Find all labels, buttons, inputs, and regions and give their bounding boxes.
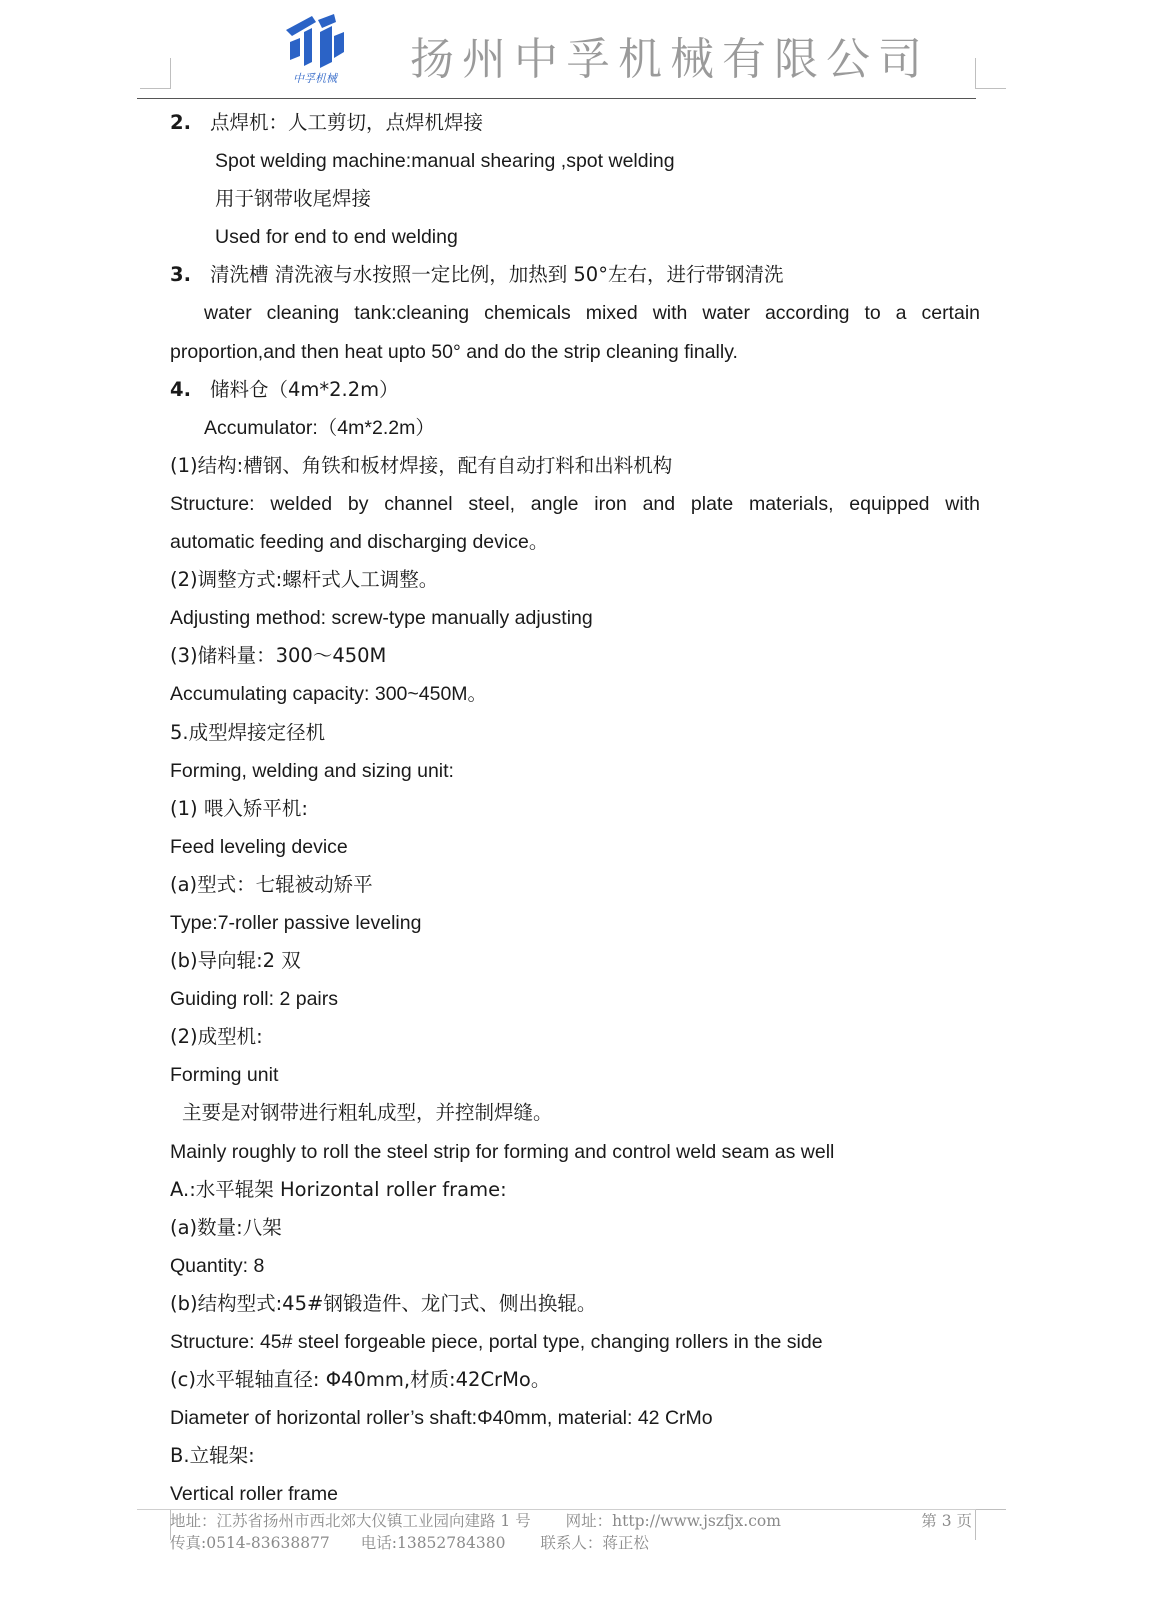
list-item: Type:7-roller passive leveling: [170, 911, 422, 934]
footer-fax: 传真:0514-83638877: [170, 1534, 330, 1552]
list-item: Forming, welding and sizing unit:: [170, 759, 454, 782]
list-item: Adjusting method: screw-type manually adjusting: [170, 607, 593, 630]
list-item: Mainly roughly to roll the steel strip for forming and control weld seam as well: [170, 1140, 835, 1163]
list-item: 3. 清洗槽 清洗液与水按照一定比例，加热到 50°左右，进行带钢清洗: [170, 263, 784, 287]
list-item: (a)数量:八架: [170, 1215, 282, 1239]
company-name: 扬州中孚机械有限公司: [410, 34, 930, 85]
logo-caption: 中孚机械: [293, 72, 337, 85]
section-heading: (2)成型机:: [170, 1025, 263, 1049]
list-item: Accumulator:（4m*2.2m）: [204, 416, 435, 439]
list-item: Diameter of horizontal roller’s shaft:Φ40mm, material: 42 CrMo: [170, 1407, 713, 1430]
list-item: (3)储料量：300～450M: [170, 644, 387, 668]
footer-address: 地址：江苏省扬州市西北郊大仪镇工业园向建路 1 号: [170, 1512, 531, 1530]
document-body: [170, 104, 980, 1513]
list-item: (b)导向辊:2 双: [170, 949, 301, 973]
list-item: Spot welding machine:manual shearing ,spot welding: [215, 150, 675, 173]
list-item: Structure: welded by channel steel, angle iron and plate materials, equipped with: [170, 492, 980, 515]
list-item: automatic feeding and discharging device。: [170, 531, 549, 554]
section-heading: B.立辊架:: [170, 1444, 255, 1468]
footer-phone: 电话:13852784380: [360, 1534, 506, 1552]
list-item: Structure: 45# steel forgeable piece, portal type, changing rollers in the side: [170, 1331, 823, 1353]
list-item: (c)水平辊轴直径: Φ40mm,材质:42CrMo。: [170, 1368, 551, 1392]
list-item: 2. 点焊机：人工剪切，点焊机焊接: [170, 111, 484, 134]
list-item: Vertical roller frame: [170, 1483, 338, 1506]
list-item: Feed leveling device: [170, 835, 348, 858]
list-item: 主要是对钢带进行粗轧成型，并控制焊缝。: [182, 1101, 553, 1125]
list-item: Forming unit: [170, 1064, 279, 1087]
list-item: (1)结构:槽钢、角铁和板材焊接，配有自动打料和出料机构: [170, 453, 673, 477]
list-item: 4. 储料仓（4m*2.2m）: [170, 377, 399, 401]
page-footer: [170, 1510, 980, 1554]
list-item: Used for end to end welding: [215, 226, 458, 249]
section-heading: A.:水平辊架 Horizontal roller frame:: [170, 1177, 507, 1201]
list-item: (b)结构型式:45#钢锻造件、龙门式、侧出换辊。: [170, 1291, 597, 1315]
section-heading: 5.成型焊接定径机: [170, 720, 326, 744]
header-rule: [137, 98, 976, 99]
crop-mark-bottom-left: [140, 1509, 171, 1540]
section-heading: (1) 喂入矫平机:: [170, 796, 308, 820]
list-item: proportion,and then heat upto 50° and do the strip cleaning finally.: [170, 340, 738, 363]
list-item: Guiding roll: 2 pairs: [170, 988, 338, 1011]
list-item: (a)型式：七辊被动矫平: [170, 872, 373, 896]
list-item: 用于钢带收尾焊接: [215, 187, 372, 211]
list-item: (2)调整方式:螺杆式人工调整。: [170, 568, 439, 592]
list-item: Accumulating capacity: 300~450M。: [170, 683, 488, 706]
footer-contact: 联系人：蒋正松: [540, 1534, 649, 1552]
crop-mark-top-right: [975, 58, 1006, 89]
crop-mark-top-left: [140, 58, 171, 89]
footer-website-link[interactable]: 网址：http://www.jszfjx.com: [565, 1512, 781, 1530]
list-item: water cleaning tank:cleaning chemicals mixed with water according to a certain: [204, 302, 980, 325]
list-item: Quantity: 8: [170, 1254, 265, 1277]
page-number: 第 3 页: [921, 1512, 972, 1530]
